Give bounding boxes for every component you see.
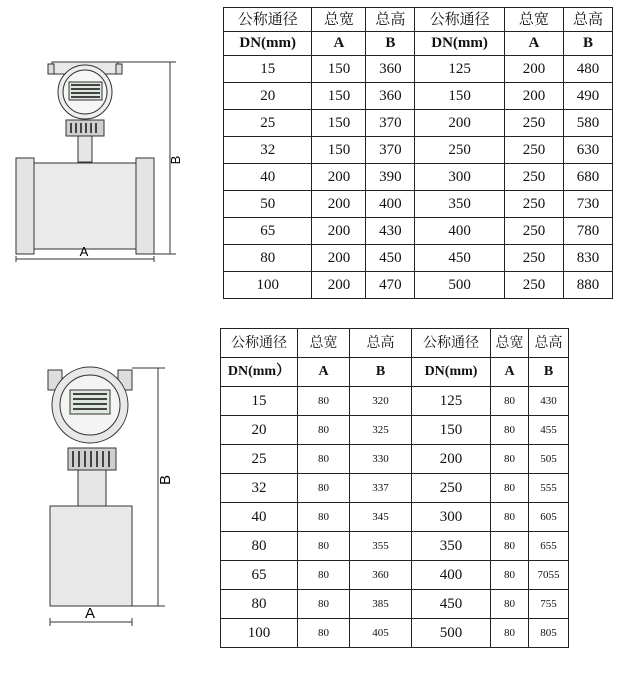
- table-cell: 200: [312, 272, 366, 299]
- table-cell: 200: [312, 245, 366, 272]
- table-cell: 50: [224, 191, 312, 218]
- table-cell: 7055: [529, 561, 569, 590]
- table-cell: 65: [221, 561, 298, 590]
- table-cell: 400: [366, 191, 415, 218]
- table-cell: 250: [504, 137, 563, 164]
- col-a: A: [312, 32, 366, 56]
- table-cell: 200: [312, 164, 366, 191]
- table-cell: 780: [564, 218, 613, 245]
- table-cell: 125: [415, 56, 504, 83]
- table-cell: 480: [564, 56, 613, 83]
- table-row: [221, 387, 569, 416]
- table-cell: 250: [504, 218, 563, 245]
- table-row: [224, 272, 613, 299]
- table-row: [221, 416, 569, 445]
- table-cell: 360: [350, 561, 412, 590]
- table-cell: 730: [564, 191, 613, 218]
- table-cell: 80: [221, 532, 298, 561]
- table-cell: 505: [529, 445, 569, 474]
- table-row: [224, 191, 613, 218]
- table-cell: 805: [529, 619, 569, 648]
- table-cell: 455: [529, 416, 569, 445]
- flanged-meter-drawing: [8, 50, 193, 265]
- width-label: 总宽: [312, 8, 366, 32]
- table-row: [224, 137, 613, 164]
- width-label: 总宽: [504, 8, 563, 32]
- table-cell: 25: [221, 445, 298, 474]
- col-a: A: [504, 32, 563, 56]
- spec-table-flanged: [223, 7, 613, 299]
- table-cell: 830: [564, 245, 613, 272]
- table-cell: 605: [529, 503, 569, 532]
- table-cell: 80: [224, 245, 312, 272]
- spec-table-wafer: [220, 328, 569, 648]
- table-cell: 470: [366, 272, 415, 299]
- table-cell: 370: [366, 110, 415, 137]
- table-cell: 80: [298, 561, 350, 590]
- table-cell: 80: [491, 532, 529, 561]
- table-cell: 450: [366, 245, 415, 272]
- table-cell: 250: [504, 245, 563, 272]
- table-cell: 430: [366, 218, 415, 245]
- table-cell: 150: [312, 110, 366, 137]
- table-row: [221, 445, 569, 474]
- table-cell: 390: [366, 164, 415, 191]
- table-header-row: [221, 329, 569, 358]
- table-cell: 580: [564, 110, 613, 137]
- table-cell: 150: [312, 137, 366, 164]
- wafer-meter-drawing: [30, 360, 180, 630]
- dn-label: 公称通径: [415, 8, 504, 32]
- dn-label: 公称通径: [412, 329, 491, 358]
- table-cell: 300: [412, 503, 491, 532]
- table-row: [224, 245, 613, 272]
- table-cell: 360: [366, 83, 415, 110]
- dn-unit: DN(mm）: [221, 358, 298, 387]
- table-subheader-row: [224, 32, 613, 56]
- table-cell: 25: [224, 110, 312, 137]
- table-cell: 490: [564, 83, 613, 110]
- table-cell: 20: [221, 416, 298, 445]
- table-cell: 80: [491, 561, 529, 590]
- col-b: B: [529, 358, 569, 387]
- col-b: B: [366, 32, 415, 56]
- table-cell: 200: [412, 445, 491, 474]
- height-label: 总高: [564, 8, 613, 32]
- table-row: [221, 619, 569, 648]
- figure1-dim-b: B: [168, 155, 183, 165]
- table-cell: 150: [312, 56, 366, 83]
- table-cell: 40: [221, 503, 298, 532]
- height-label: 总高: [366, 8, 415, 32]
- dn-unit: DN(mm): [224, 32, 312, 56]
- table-cell: 500: [415, 272, 504, 299]
- table-cell: 200: [415, 110, 504, 137]
- table-cell: 450: [412, 590, 491, 619]
- table-cell: 200: [312, 191, 366, 218]
- table-cell: 150: [312, 83, 366, 110]
- table-cell: 385: [350, 590, 412, 619]
- table-row: [224, 164, 613, 191]
- table-cell: 370: [366, 137, 415, 164]
- table-cell: 80: [298, 532, 350, 561]
- table-cell: 32: [221, 474, 298, 503]
- height-label: 总高: [529, 329, 569, 358]
- table-cell: 80: [298, 590, 350, 619]
- table-cell: 80: [491, 590, 529, 619]
- table-cell: 40: [224, 164, 312, 191]
- table-cell: 100: [224, 272, 312, 299]
- table-cell: 80: [298, 387, 350, 416]
- table-cell: 80: [221, 590, 298, 619]
- col-b: B: [564, 32, 613, 56]
- table-cell: 150: [412, 416, 491, 445]
- figure2-dim-a: A: [84, 605, 96, 622]
- dn-unit: DN(mm): [415, 32, 504, 56]
- dn-unit: DN(mm): [412, 358, 491, 387]
- table-cell: 300: [415, 164, 504, 191]
- table-cell: 80: [298, 619, 350, 648]
- table-cell: 450: [415, 245, 504, 272]
- table-row: [221, 532, 569, 561]
- table-cell: 80: [491, 387, 529, 416]
- figure2-dim-b: B: [157, 474, 174, 486]
- table-cell: 250: [504, 110, 563, 137]
- table-cell: 250: [412, 474, 491, 503]
- table-cell: 80: [298, 445, 350, 474]
- table-cell: 80: [298, 416, 350, 445]
- table-cell: 65: [224, 218, 312, 245]
- table-cell: 80: [298, 474, 350, 503]
- table-cell: 430: [529, 387, 569, 416]
- width-label: 总宽: [298, 329, 350, 358]
- table-cell: 250: [504, 272, 563, 299]
- table-cell: 15: [221, 387, 298, 416]
- table-row: [224, 56, 613, 83]
- table-cell: 755: [529, 590, 569, 619]
- table-row: [224, 110, 613, 137]
- col-a: A: [491, 358, 529, 387]
- table-cell: 400: [415, 218, 504, 245]
- table-cell: 880: [564, 272, 613, 299]
- table-cell: 20: [224, 83, 312, 110]
- table-cell: 15: [224, 56, 312, 83]
- table-row: [221, 561, 569, 590]
- table-cell: 250: [504, 164, 563, 191]
- dn-label: 公称通径: [224, 8, 312, 32]
- table-cell: 350: [412, 532, 491, 561]
- table-header-row: [224, 8, 613, 32]
- table-cell: 80: [491, 619, 529, 648]
- table-cell: 325: [350, 416, 412, 445]
- table-cell: 32: [224, 137, 312, 164]
- table-cell: 630: [564, 137, 613, 164]
- table-cell: 250: [504, 191, 563, 218]
- table-row: [224, 83, 613, 110]
- table-cell: 345: [350, 503, 412, 532]
- table-cell: 555: [529, 474, 569, 503]
- width-label: 总宽: [491, 329, 529, 358]
- table-subheader-row: [221, 358, 569, 387]
- table-cell: 200: [312, 218, 366, 245]
- table-cell: 337: [350, 474, 412, 503]
- table-cell: 400: [412, 561, 491, 590]
- table-row: [224, 218, 613, 245]
- table-cell: 80: [298, 503, 350, 532]
- table-cell: 350: [415, 191, 504, 218]
- table-cell: 250: [415, 137, 504, 164]
- table-cell: 80: [491, 503, 529, 532]
- table-cell: 100: [221, 619, 298, 648]
- table-cell: 200: [504, 83, 563, 110]
- table-cell: 80: [491, 445, 529, 474]
- table-cell: 80: [491, 474, 529, 503]
- table-cell: 405: [350, 619, 412, 648]
- height-label: 总高: [350, 329, 412, 358]
- table-cell: 80: [491, 416, 529, 445]
- table-cell: 330: [350, 445, 412, 474]
- table-cell: 655: [529, 532, 569, 561]
- table-row: [221, 474, 569, 503]
- table-cell: 500: [412, 619, 491, 648]
- dn-label: 公称通径: [221, 329, 298, 358]
- table-cell: 200: [504, 56, 563, 83]
- table-row: [221, 503, 569, 532]
- table-row: [221, 590, 569, 619]
- table-cell: 680: [564, 164, 613, 191]
- col-b: B: [350, 358, 412, 387]
- figure1-dim-a: A: [79, 244, 89, 259]
- table-cell: 150: [415, 83, 504, 110]
- col-a: A: [298, 358, 350, 387]
- table-cell: 320: [350, 387, 412, 416]
- table-cell: 360: [366, 56, 415, 83]
- table-cell: 125: [412, 387, 491, 416]
- table-cell: 355: [350, 532, 412, 561]
